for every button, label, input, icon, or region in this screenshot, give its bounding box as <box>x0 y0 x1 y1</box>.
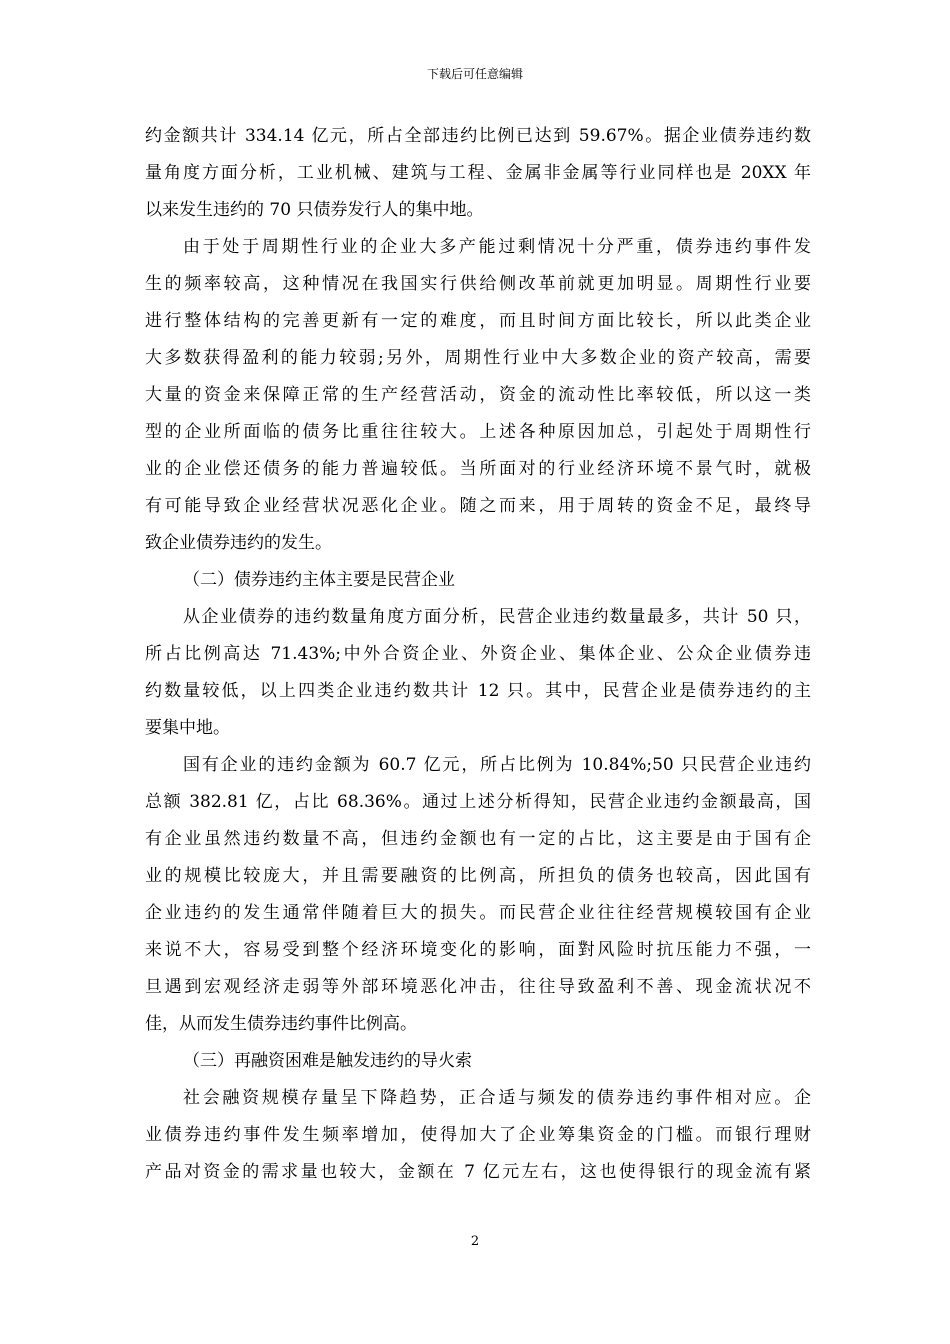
paragraph <box>145 1080 811 1191</box>
section-heading-text: （二）债券违约主体主要是民营企业 <box>183 570 455 590</box>
text-line: 有企业虽然违约数量不高，但违约金额也有一定的占比，这主要是由于国有企 <box>145 829 811 849</box>
text-line: 产品对资金的需求量也较大，金额在 7 亿元左右，这也使得银行的现金流有紧 <box>145 1162 811 1182</box>
page-number: 2 <box>470 1234 480 1249</box>
text-line: 来说不大，容易受到整个经济环境变化的影响，面對风险时抗压能力不强，一 <box>145 940 811 960</box>
text-line: 以来发生违约的 70 只债券发行人的集中地。 <box>145 200 484 220</box>
text-line: 有可能导致企业经营状况恶化企业。随之而来，用于周转的资金不足，最终导 <box>145 496 811 516</box>
text-line: 社会融资规模存量呈下降趋势，正合适与频发的债券违约事件相对应。企 <box>183 1088 811 1108</box>
section-heading <box>145 562 811 599</box>
text-line: 企业违约的发生通常伴随着巨大的损失。而民营企业往往经营规模较国有企业 <box>145 903 811 923</box>
text-line: 生的频率较高，这种情况在我国实行供给侧改革前就更加明显。周期性行业要 <box>145 274 811 294</box>
paragraph <box>145 599 811 747</box>
text-line: 总额 382.81 亿，占比 68.36%。通过上述分析得知，民营企业违约金额最高，国 <box>145 792 811 812</box>
text-line: 旦遇到宏观经济走弱等外部环境恶化冲击，往往导致盈利不善、现金流状况不 <box>145 977 811 997</box>
text-line: 所占比例高达 71.43%;中外合资企业、外资企业、集体企业、公众企业债券违 <box>145 644 811 664</box>
text-line: 业的规模比较庞大，并且需要融资的比例高，所担负的债务也较高，因此国有 <box>145 866 811 886</box>
paragraph <box>145 747 811 1043</box>
paragraph <box>145 229 811 562</box>
paragraph <box>145 118 811 229</box>
text-line: 从企业债券的违约数量角度方面分析，民营企业违约数量最多，共计 50 只， <box>183 607 811 627</box>
text-line: 型的企业所面临的债务比重往往较大。上述各种原因加总，引起处于周期性行 <box>145 422 811 442</box>
text-line: 约金额共计 334.14 亿元，所占全部违约比例已达到 59.67%。据企业债券违约数 <box>145 126 811 146</box>
text-line: 致企业债券违约的发生。 <box>145 533 332 553</box>
section-heading-text: （三）再融资困难是触发违约的导火索 <box>183 1051 472 1071</box>
page-header: 下载后可任意编辑 <box>426 67 523 81</box>
text-line: 佳，从而发生债券违约事件比例高。 <box>145 1014 417 1034</box>
text-line: 由于处于周期性行业的企业大多产能过剩情况十分严重，债券违约事件发 <box>183 237 811 257</box>
text-line: 国有企业的违约金额为 60.7 亿元，所占比例为 10.84%;50 只民营企业违约 <box>183 755 811 775</box>
text-line: 业债券违约事件发生频率增加，使得加大了企业筹集资金的门槛。而银行理财 <box>145 1125 811 1145</box>
text-line: 大多数获得盈利的能力较弱;另外，周期性行业中大多数企业的资产较高，需要 <box>145 348 811 368</box>
text-line: 约数量较低，以上四类企业违约数共计 12 只。其中，民营企业是债券违约的主 <box>145 681 811 701</box>
text-line: 大量的资金来保障正常的生产经营活动，资金的流动性比率较低，所以这一类 <box>145 385 811 405</box>
text-line: 进行整体结构的完善更新有一定的难度，而且时间方面比较长，所以此类企业 <box>145 311 811 331</box>
text-line: 业的企业偿还债务的能力普遍较低。当所面对的行业经济环境不景气时，就极 <box>145 459 811 479</box>
document-body <box>145 118 811 1191</box>
text-line: 要集中地。 <box>145 718 230 738</box>
text-line: 量角度方面分析，工业机械、建筑与工程、金属非金属等行业同样也是 20XX 年 <box>145 163 811 183</box>
section-heading <box>145 1043 811 1080</box>
